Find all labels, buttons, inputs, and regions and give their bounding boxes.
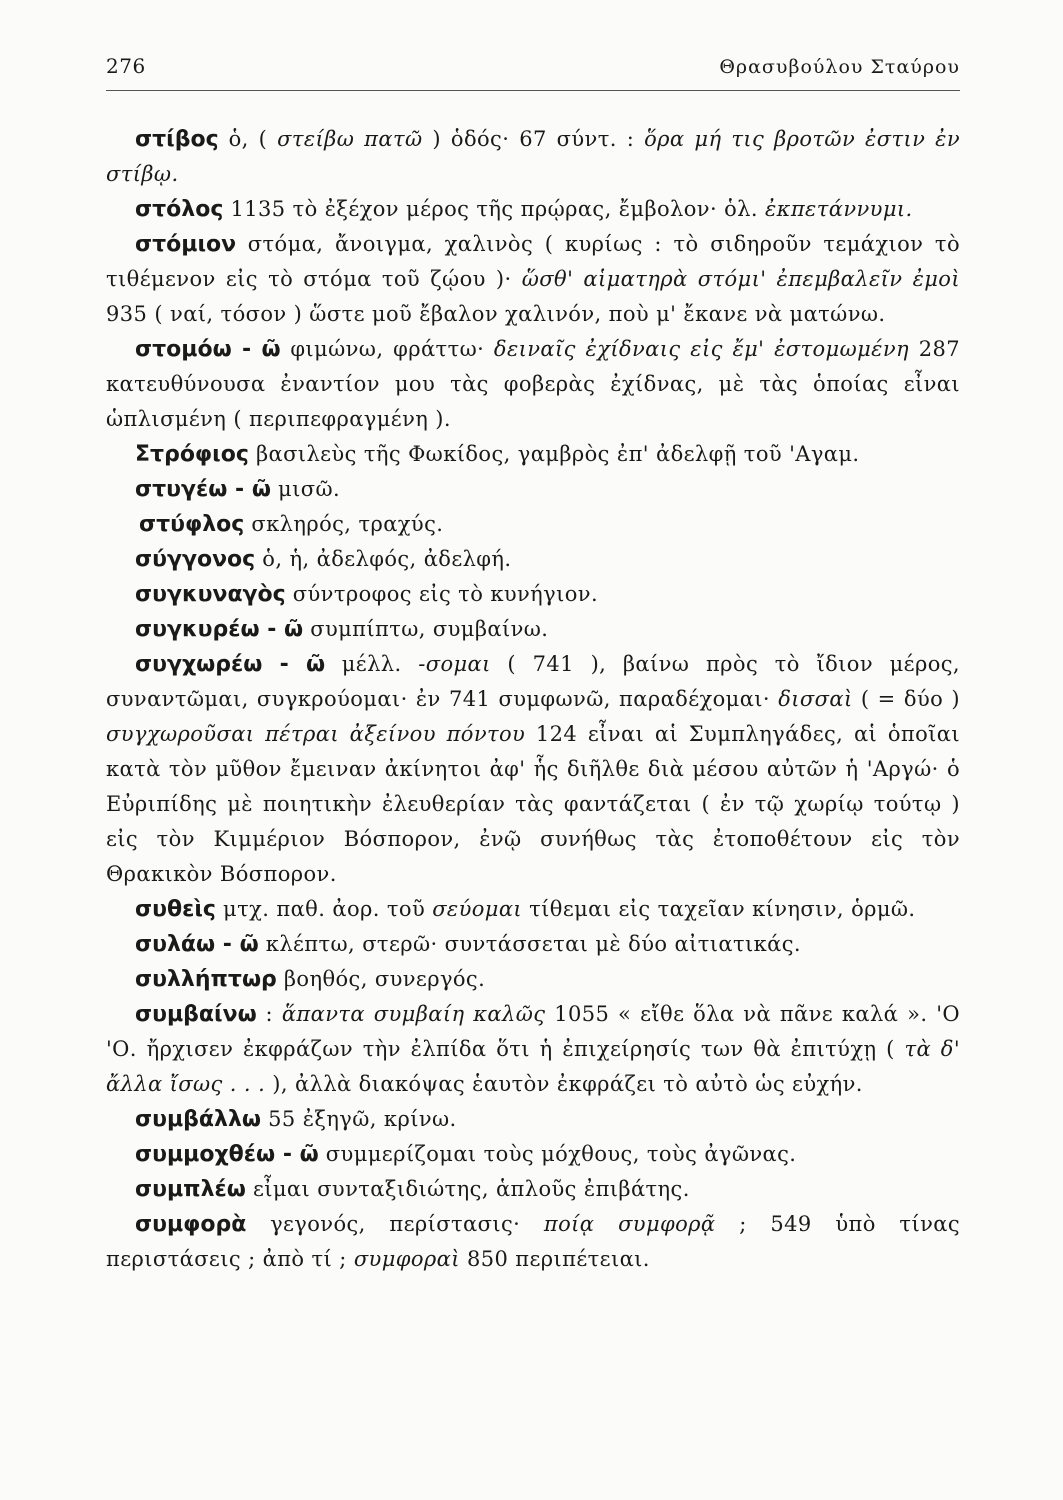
entry-text: 124 εἶναι αἱ Συμπληγάδες, αἱ ὁποῖαι κατὰ τὸν μῦθον ἔμειναν ἀκίνητοι ἀφ' ἧς διῆλθε διὰ μέσου αὐτῶν ἡ 'Αργώ· ὁ Εὐριπίδης μὲ ποιητικὴν ἐλευθερίαν τὰς φαντάζεται ( ἐν τῷ χωρίῳ τούτῳ ) εἰς τὸν Κιμμέριον Βόσπορον, ἐνῷ συνήθως τὰς ἐτοποθέτουν εἰς τὸν Θρακικὸν Βόσπορον. [106,722,960,886]
entry-quote: ὅρα μή τις βροτῶν ἐστιν ἐν στίβῳ. [106,127,961,186]
entry-headword: συλλήπτωρ [135,967,277,992]
entry-text: ) ὁδός· 67 σύντ. : [422,127,645,151]
entry-headword: στύφλος [139,512,245,537]
entry-headword: συμβαίνω [135,1002,257,1027]
glossary-entry [106,612,960,647]
entry-text: ; 549 ὑπὸ τίνας περιστάσεις ; ἀπὸ τί ; [106,1212,960,1271]
glossary-entry [106,892,960,927]
glossary-entry [106,227,960,332]
glossary-entry [106,1207,960,1277]
entry-text: 850 περιπέτειαι. [459,1247,650,1271]
entry-text: μτχ. παθ. ἀορ. τοῦ [215,897,433,921]
entry-text: 287 κατευθύνουσα ἐναντίον μου τὰς φοβερὰς ἐχίδνας, μὲ τὰς ὁποίας εἶναι ὡπλισμένη ( περιπεφραγμένη ). [106,337,960,431]
entry-quote: ποίᾳ συμφορᾷ [543,1212,716,1236]
entry-text: γεγονός, περίστασις· [246,1212,544,1236]
glossary-entry [106,122,960,192]
entry-headword: συμμοχθέω - ῶ [135,1142,319,1167]
entry-quote: τὰ δ' ἄλλα ἴσως . . . [106,1037,961,1096]
entry-quote: δειναῖς ἐχίδναις εἰς ἔμ' ἐστομωμένη [493,337,909,361]
entry-text: συμπίπτω, συμβαίνω. [303,617,549,641]
entry-text: ), ἀλλὰ διακόψας ἑαυτὸν ἐκφράζει τὸ αὐτὸ ὡς εὐχήν. [265,1072,863,1096]
entry-headword: στίβος [135,127,219,152]
entry-text: ὁ, ( [218,127,278,151]
entry-headword: στόμιον [135,232,237,257]
glossary-entry [106,507,960,542]
entry-quote: σεύομαι [432,897,523,921]
glossary-entry [106,997,960,1102]
entry-quote: δισσαὶ [778,687,853,711]
entry-headword: συμβάλλω [135,1107,262,1132]
entry-text: βασιλεὺς τῆς Φωκίδος, γαμβρὸς ἐπ' ἀδελφῇ τοῦ 'Αγαμ. [248,442,860,466]
entry-headword: συγχωρέω - ῶ [135,652,326,677]
entry-text: 935 ( ναί, τόσον ) ὥστε μοῦ ἔβαλον χαλινόν, ποὺ μ' ἔκανε νὰ ματώνω. [106,302,886,326]
entry-text: στόμα, ἄνοιγμα, χαλινὸς ( κυρίως : τὸ σιδηροῦν τεμάχιον τὸ τιθέμενον εἰς τὸ στόμα τοῦ ζῴου )· [106,232,960,291]
entry-text: βοηθός, συνεργός. [276,967,486,991]
entry-text: μέλλ. [325,652,419,676]
glossary-entry [106,1102,960,1137]
entry-headword: σύγγονος [135,547,256,572]
entry-text: 1055 « εἴθε ὅλα νὰ πᾶνε καλά ». 'Ο 'Ο. ἤρχισεν ἐκφράζων τὴν ἐλπίδα ὅτι ἡ ἐπιχείρησίς των θὰ ἐπιτύχῃ ( [106,1002,960,1061]
glossary-entry [106,472,960,507]
entry-text: : [256,1002,282,1026]
entry-headword: συμφορὰ [135,1212,247,1237]
entry-headword: συλάω - ῶ [135,932,259,957]
entry-headword: συθεὶς [135,897,216,922]
glossary-entry [106,1137,960,1172]
entry-text: κλέπτω, στερῶ· συντάσσεται μὲ δύο αἰτιατικάς. [258,932,801,956]
entry-headword: συγκυναγὸς [135,582,286,607]
glossary-entry [106,437,960,472]
entry-quote: συμφοραὶ [353,1247,460,1271]
entry-quote: συγχωροῦσαι πέτραι ἀξείνου πόντου [106,722,526,746]
entry-quote: στείβω πατῶ [277,127,423,151]
entry-text: φιμώνω, φράττω· [280,337,494,361]
glossary-entry [106,1172,960,1207]
entry-text: ὁ, ἡ, ἀδελφός, ἀδελφή. [255,547,512,571]
entry-headword: στομόω - ῶ [135,337,281,362]
glossary-entries [106,122,960,1277]
entry-headword: Στρόφιος [135,442,249,467]
glossary-entry [106,542,960,577]
glossary-entry [106,647,960,892]
page-header [106,50,960,91]
entry-text: σύντροφος εἰς τὸ κυνήγιον. [285,582,599,606]
entry-quote: -σομαι [418,652,491,676]
entry-text: ( 741 ), βαίνω πρὸς τὸ ἴδιον μέρος, συναντῶμαι, συγκρούομαι· ἐν 741 συμφωνῶ, παραδέχομαι· [106,652,960,711]
entry-text: 1135 τὸ ἐξέχον μέρος τῆς πρῴρας, ἔμβολον· ὁλ. [223,197,766,221]
page-number: 276 [106,54,146,78]
entry-headword: στόλος [135,197,224,222]
entry-text: μισῶ. [270,477,341,501]
entry-quote: ἐκπετάννυμι. [765,197,913,221]
entry-headword: συμπλέω [135,1177,246,1202]
entry-text: σκληρός, τραχύς. [244,512,444,536]
glossary-entry [106,962,960,997]
glossary-entry [106,332,960,437]
entry-quote: ὥσθ' αἱματηρὰ στόμι' ἐπεμβαλεῖν ἐμοὶ [521,267,960,291]
glossary-entry [106,927,960,962]
entry-headword: συγκυρέω - ῶ [135,617,304,642]
entry-text: 55 ἐξηγῶ, κρίνω. [261,1107,457,1131]
entry-text: εἶμαι συνταξιδιώτης, ἁπλοῦς ἐπιβάτης. [245,1177,690,1201]
glossary-entry [106,577,960,612]
glossary-entry [106,192,960,227]
entry-quote: ἅπαντα συμβαίη καλῶς [281,1002,546,1026]
entry-text: ( = δύο ) [852,687,960,711]
entry-headword: στυγέω - ῶ [135,477,271,502]
running-head: Θρασυβούλου Σταύρου [719,56,960,78]
entry-text: συμμερίζομαι τοὺς μόχθους, τοὺς ἀγῶνας. [318,1142,797,1166]
entry-text: τίθεμαι εἰς ταχεῖαν κίνησιν, ὁρμῶ. [522,897,916,921]
